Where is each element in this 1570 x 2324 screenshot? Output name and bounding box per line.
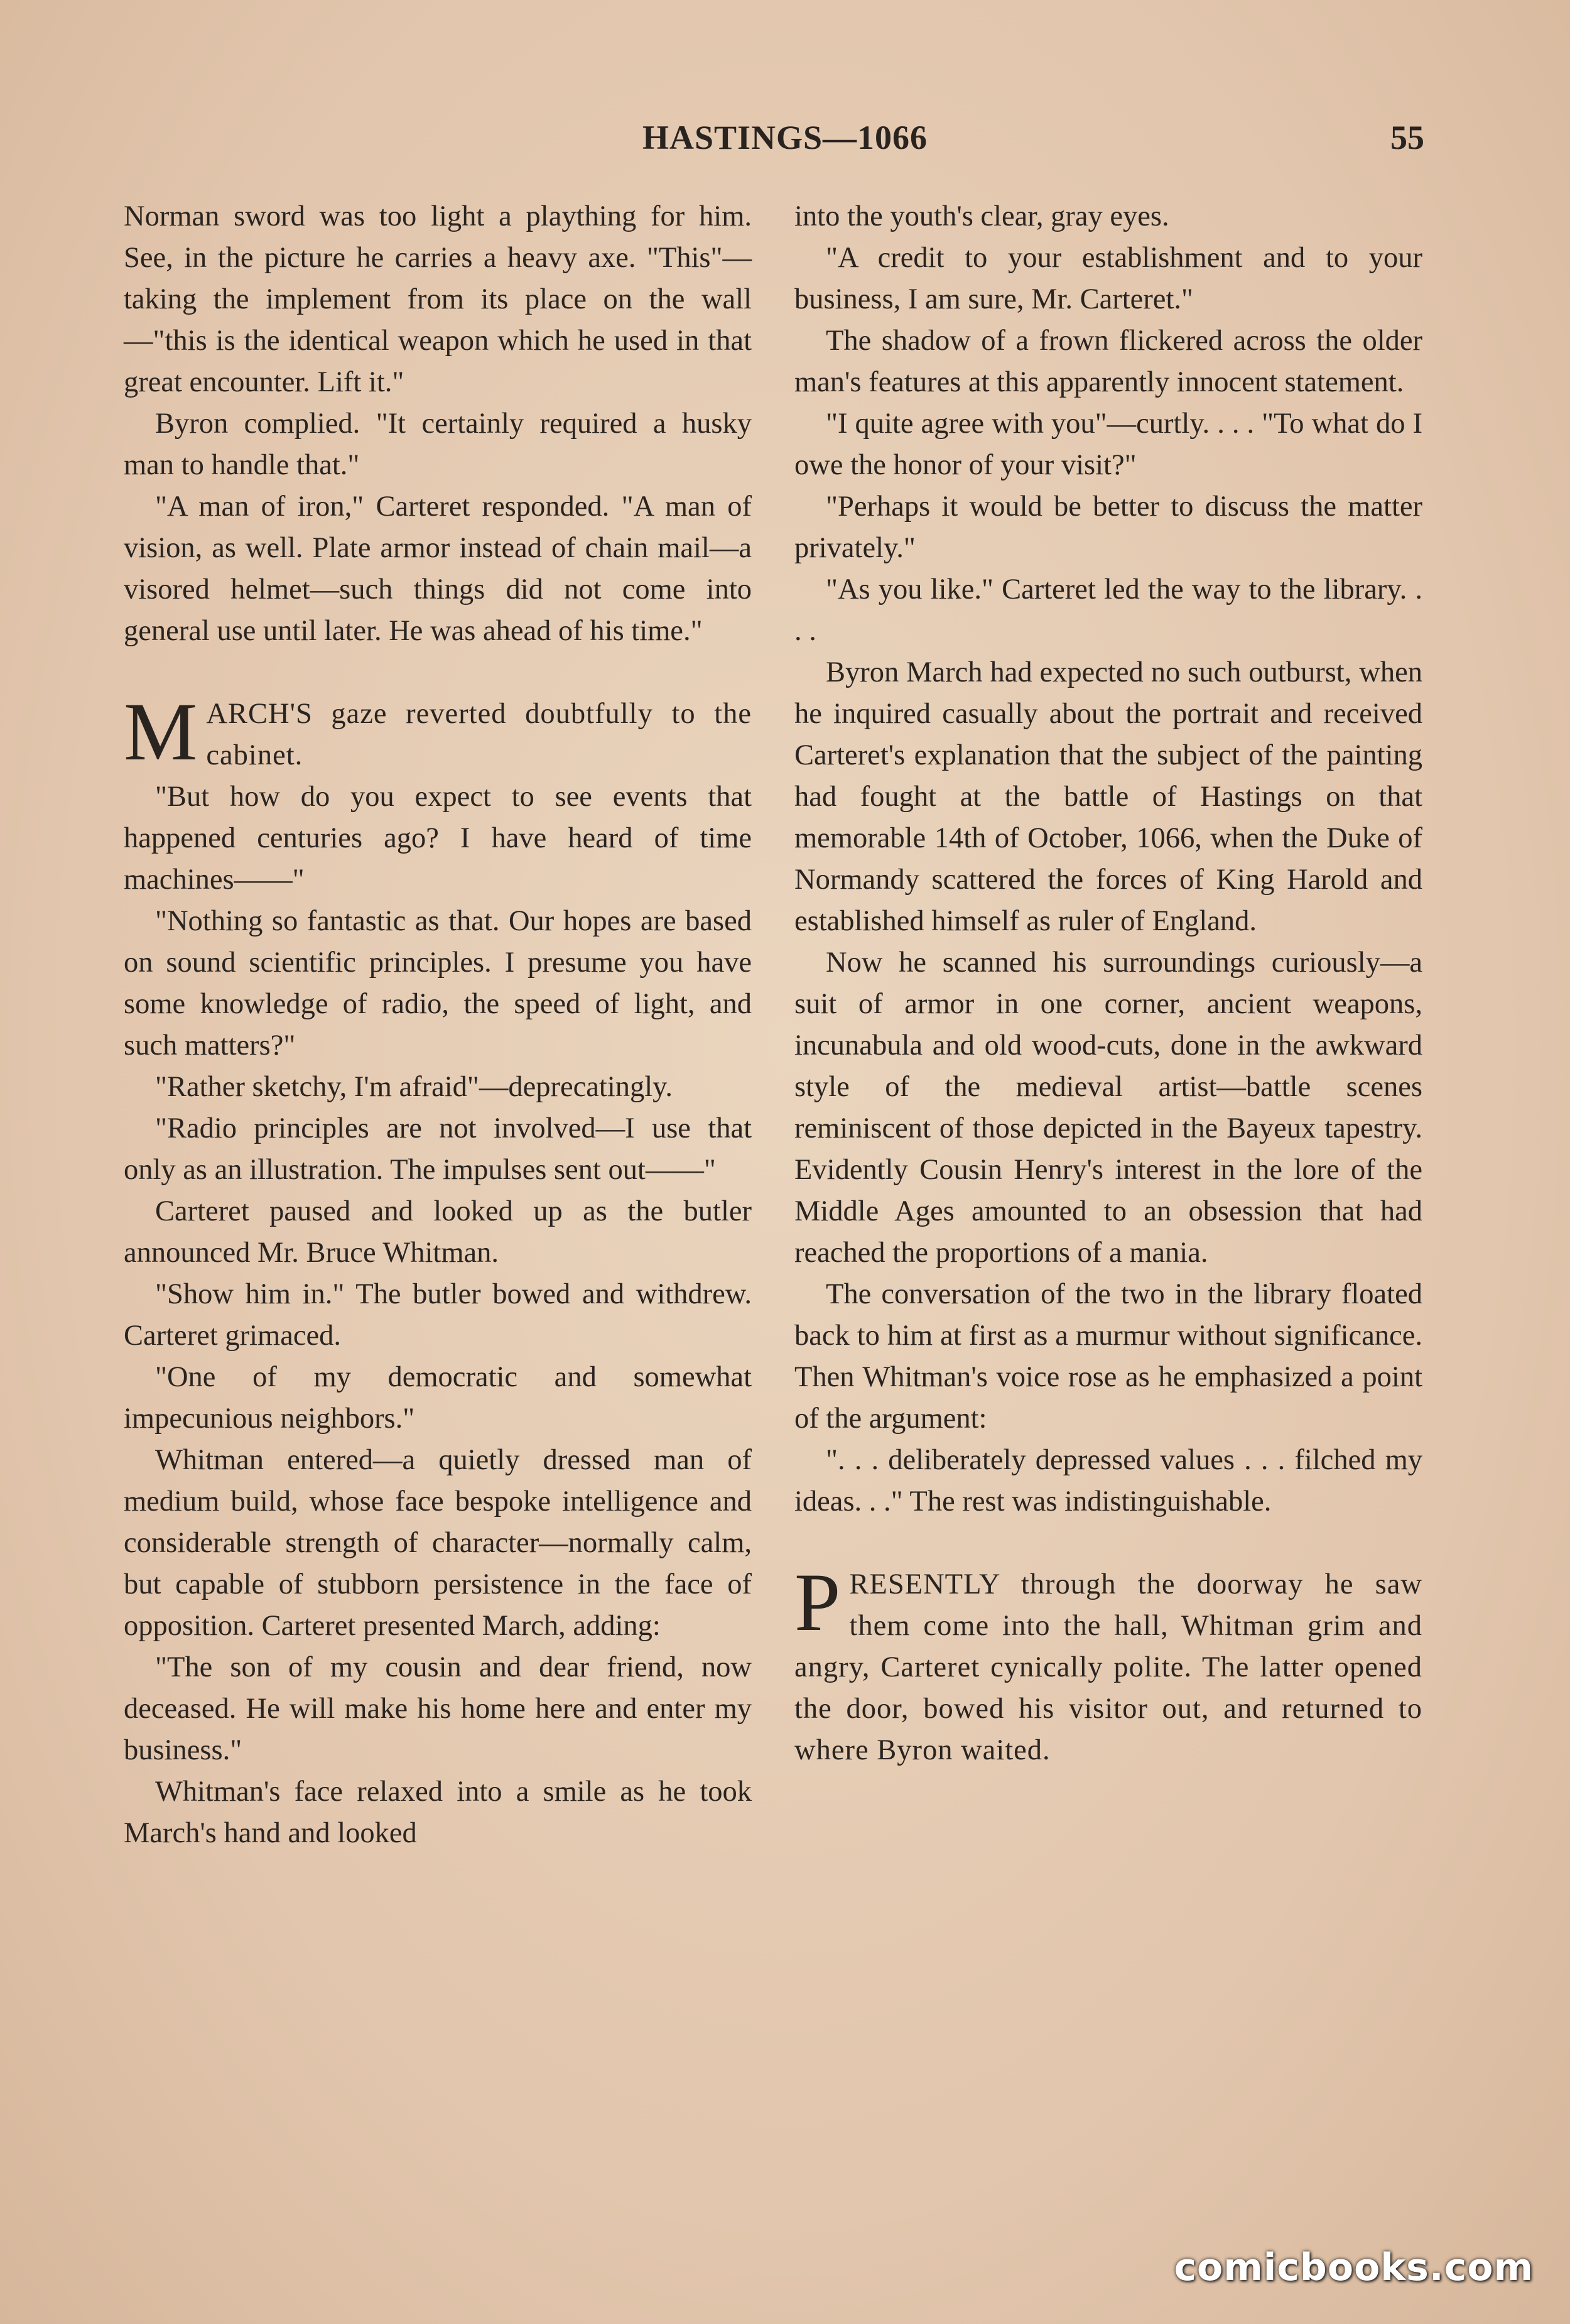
section-opening-paragraph [124, 685, 752, 778]
paragraph: Byron March had expected no such outburst, when he inquired casually about the portrait and received Carteret's explanation that the subject of the painting had fought at the battle of Hastings on that memorable 14th of October, 1066, when the Duke of Normandy scattered the forces of King Harold and established himself as ruler of England. [794, 656, 1422, 937]
paragraph: ". . . deliberately depressed values . . . filched my ideas. . ." The rest was indistinguishable. [794, 1444, 1422, 1518]
paragraph: Carteret paused and looked up as the butler announced Mr. Bruce Whitman. [124, 1195, 752, 1269]
left-column [124, 196, 752, 1854]
paragraph: "Show him in." The butler bowed and withdrew. Carteret grimaced. [124, 1278, 752, 1352]
running-header [0, 118, 1570, 162]
section-opening-text: ARCH'S gaze reverted doubtfully to the cabinet. [206, 698, 752, 771]
paragraph: into the youth's clear, gray eyes. [794, 200, 1169, 232]
paragraph: "A credit to your establishment and to your business, I am sure, Mr. Carteret." [794, 242, 1422, 315]
paragraph: "As you like." Carteret led the way to the library. . . . [794, 573, 1422, 647]
paragraph: "The son of my cousin and dear friend, now deceased. He will make his home here and enter my business." [124, 1651, 752, 1766]
paragraph: "Perhaps it would be better to discuss the matter privately." [794, 491, 1422, 564]
paragraph: Now he scanned his surroundings curiously—a suit of armor in one corner, ancient weapons, incunabula and old wood-cuts, done in the awkward style of the medieval artist—battle scenes reminiscent of those depicted in the Bayeux tapestry. Evidently Cousin Henry's interest in the lore of the Middle Ages amounted to an obsession that had reached the proportions of a mania. [794, 947, 1422, 1269]
page-number: 55 [1390, 119, 1424, 156]
paragraph: The shadow of a frown flickered across the older man's features at this apparently innocent statement. [794, 325, 1422, 398]
paragraph: "But how do you expect to see events that happened centuries ago? I have heard of time machines——" [124, 781, 752, 896]
site-watermark: comicbooks.com [1174, 2245, 1534, 2289]
drop-cap: M [124, 685, 198, 778]
paragraph: Norman sword was too light a plaything for him. See, in the picture he carries a heavy axe. "This"—taking the implement from its place on the wall—"this is the identical weapon which he used in that great encounter. Lift it." [124, 200, 752, 398]
paragraph: Byron complied. "It certainly required a husky man to handle that." [124, 408, 752, 481]
section-opening-paragraph [794, 1556, 1422, 1771]
page-title: HASTINGS—1066 [642, 119, 928, 156]
paragraph: The conversation of the two in the library floated back to him at first as a murmur without significance. Then Whitman's voice rose as he emphasized a point of the argument: [794, 1278, 1422, 1435]
paragraph: Whitman's face relaxed into a smile as he took March's hand and looked [124, 1776, 752, 1849]
paragraph: "Radio principles are not involved—I use that only as an illustration. The impulses sent out——" [124, 1112, 752, 1186]
paragraph: Whitman entered—a quietly dressed man of medium build, whose face bespoke intelligence and considerable strength of character—normally calm, but capable of stubborn persistence in the face of opposition. Carteret presented March, adding: [124, 1444, 752, 1642]
paragraph: "Rather sketchy, I'm afraid"—deprecatingly. [155, 1071, 673, 1103]
paragraph: "One of my democratic and somewhat impecunious neighbors." [124, 1361, 752, 1435]
paragraph: "Nothing so fantastic as that. Our hopes are based on sound scientific principles. I presume you have some knowledge of radio, the speed of light, and such matters?" [124, 905, 752, 1062]
section-opening-text: RESENTLY through the doorway he saw them come into the hall, Whitman grim and angry, Carteret cynically polite. The latter opened the door, bowed his visitor out, and returned to where Byron waited. [794, 1568, 1422, 1766]
paragraph: "I quite agree with you"—curtly. . . . "To what do I owe the honor of your visit?" [794, 408, 1422, 481]
paragraph: "A man of iron," Carteret responded. "A man of vision, as well. Plate armor instead of chain mail—a visored helmet—such things did not come into general use until later. He was ahead of his time." [124, 491, 752, 647]
drop-cap: P [794, 1556, 841, 1648]
right-column [794, 196, 1422, 1771]
